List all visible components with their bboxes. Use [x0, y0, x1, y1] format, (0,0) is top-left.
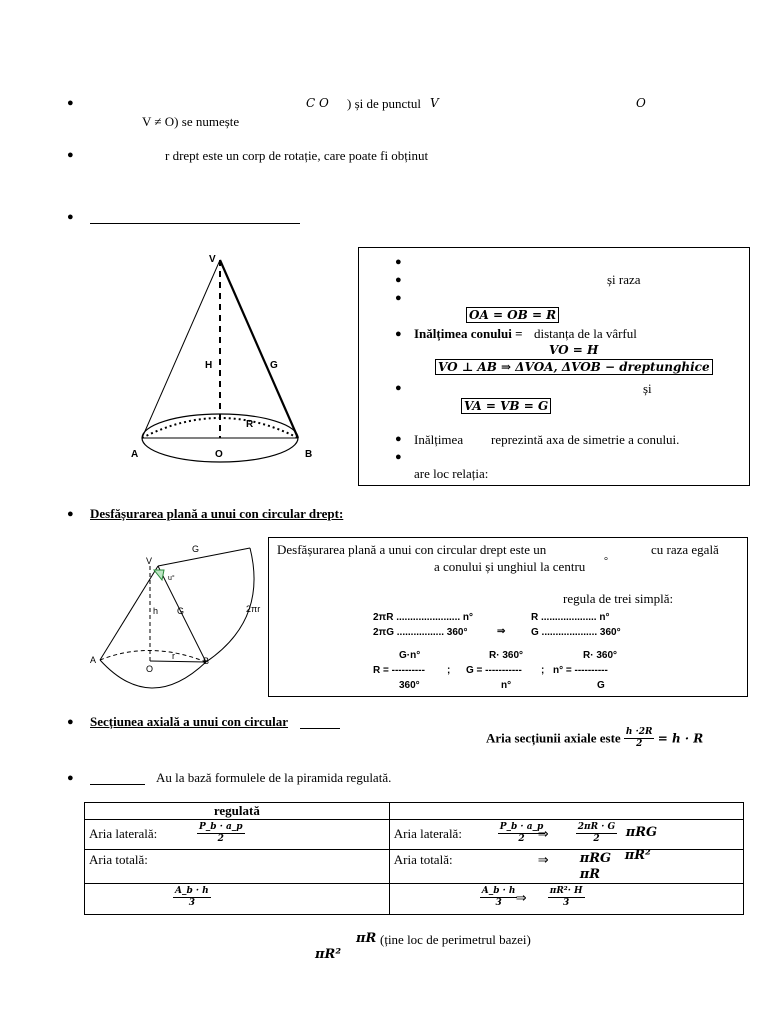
height-label: Inălțimea conului = [414, 326, 523, 341]
label-u: u° [168, 575, 175, 582]
axial-frac [624, 727, 655, 750]
bullet: ● [395, 328, 402, 340]
formula-r-den: 360° [399, 680, 420, 691]
frac-den: 3 [188, 898, 195, 908]
total-label: Aria totală: [393, 852, 453, 867]
bullet: ● [395, 433, 402, 445]
rule-row1a: 2πR ....................... n° [373, 612, 474, 623]
relation-text: are loc relația: [414, 466, 489, 481]
label-a: A [90, 655, 97, 665]
axial-blank [300, 728, 340, 729]
label-v: V [209, 254, 216, 265]
si-raza: și raza [607, 272, 641, 287]
cone-total-b: πR² [624, 848, 651, 863]
implies: ⇒ [537, 852, 549, 867]
formula-r-num: G·n° [399, 650, 421, 661]
bullet: ● [67, 211, 74, 223]
underline-blank [90, 223, 300, 224]
bullet: ● [67, 508, 74, 520]
formula-n-num: R· 360° [583, 650, 618, 661]
formulas-intro: Au la bază formulele de la piramida regulată. [156, 770, 392, 785]
cone-volume [389, 884, 743, 915]
label-o: O [146, 664, 154, 674]
bullet: ● [395, 451, 402, 463]
formulas-table [84, 802, 744, 915]
label-h: h [153, 606, 159, 616]
dev-text1: Desfășurarea plană a unui con circular drept este un [277, 542, 547, 557]
frac-den: 2 [593, 834, 600, 844]
bullet: ● [395, 292, 402, 304]
axial-frac-num: h ·2R [625, 727, 653, 737]
axial-area-rhs: = h · R [657, 731, 704, 746]
eq-radius: OA = OB = R [466, 307, 559, 323]
axial-frac-den: 2 [636, 739, 643, 749]
height-text: distanța de la vârful [534, 326, 637, 341]
cone-total-c: πR [579, 867, 601, 882]
pyramid-total [85, 850, 390, 884]
formula-g-lhs: G = ----------- [466, 665, 522, 676]
pyramid-lateral [85, 820, 390, 850]
label-a: A [131, 449, 139, 460]
label-o: O [215, 449, 223, 460]
sep: ; [541, 665, 545, 676]
dev-rule: regula de trei simplă: [563, 591, 674, 606]
frac-num: P_b · a_p [499, 822, 544, 832]
pyramid-lat-frac [197, 822, 245, 845]
frac-num: 2πR · G [577, 822, 616, 832]
cone-total-a: πRG [579, 851, 612, 866]
axial-area [486, 727, 703, 750]
bullet: ● [67, 149, 74, 161]
frac-num: πR²· H [549, 886, 583, 896]
eq-height: VO = H [549, 343, 599, 357]
implies: ⇒ [515, 890, 527, 905]
cone-elements-box [358, 247, 750, 486]
col1-header [85, 803, 390, 820]
col1-header-text: regulată [213, 803, 260, 818]
formula-n-den: G [597, 680, 605, 691]
dev-text2b: ° [604, 556, 608, 567]
si-text: și [643, 381, 652, 396]
rule-row2a: 2πG ................. 360° [373, 627, 468, 638]
axis-text2: reprezintă axa de simetrie a conului. [491, 432, 680, 447]
development-heading: Desfășurarea plană a unui con circular drept: [90, 506, 344, 521]
label-r: R [246, 419, 254, 430]
frac-num: A_b · h [481, 886, 516, 896]
intro-c-o: C O [306, 96, 329, 110]
formula-g-num: R· 360° [489, 650, 524, 661]
axis-text1: Inălțimea [414, 432, 464, 447]
label-g: G [270, 360, 278, 371]
label-g-top: G [192, 544, 200, 554]
label-r: r [172, 651, 175, 661]
formula-g-den: n° [501, 680, 512, 691]
label-b: B [305, 449, 313, 460]
eq-perpendicular: VO ⊥ AB ⇒ ΔVOA, ΔVOB − dreptunghice [435, 359, 713, 375]
frac-num: P_b · a_p [199, 822, 243, 832]
intro-v: V [430, 96, 439, 110]
formulas-blank [90, 784, 145, 785]
cone-vol-frac1 [480, 886, 518, 909]
intro-o: O [636, 96, 646, 110]
implies: ⇒ [537, 826, 549, 841]
eq-generator: VA = VB = G [461, 398, 551, 414]
frac-den: 2 [518, 834, 525, 844]
lateral-label: Aria laterală: [393, 826, 462, 841]
label-h: H [205, 360, 213, 371]
intro-mid-text: ) și de punctul [347, 96, 422, 111]
dev-text1b: cu raza egală [651, 542, 719, 557]
frac-num: A_b · h [175, 886, 209, 896]
cone-figure [125, 248, 325, 463]
dev-text2: a conului și unghiul la centru [434, 559, 586, 574]
frac-den: 2 [217, 834, 224, 844]
pyramid-vol-frac [173, 886, 211, 909]
pyramid-volume [85, 884, 390, 915]
footer-pir2: πR² [315, 947, 342, 962]
bullet: ● [395, 382, 402, 394]
formula-r-lhs: R = ---------- [373, 665, 425, 676]
cone-vol-frac2 [548, 886, 585, 909]
label-arc: 2πr [246, 604, 261, 614]
axial-heading: Secțiunea axială a unui con circular [90, 714, 289, 729]
frac-den: 3 [495, 898, 502, 908]
bullet: ● [67, 716, 74, 728]
sep: ; [447, 665, 451, 676]
axial-area-label: Aria secțiunii axiale este [486, 730, 621, 746]
intro-line2: V ≠ O) se numește [142, 114, 240, 129]
cone-lat-frac2 [576, 822, 617, 845]
total-label: Aria totală: [89, 852, 148, 867]
development-box [268, 537, 748, 697]
lateral-label: Aria laterală: [89, 826, 158, 841]
footer-text: (ține loc de perimetrul bazei) [380, 932, 531, 947]
label-g: G [177, 606, 185, 616]
cone-total [389, 850, 743, 884]
label-b: B [203, 656, 210, 666]
frac-den: 3 [562, 898, 570, 908]
rule-arrow: ⇒ [497, 626, 506, 637]
col2-header [389, 803, 743, 820]
development-figure [88, 540, 268, 690]
bullet: ● [395, 274, 402, 286]
intro-line3: r drept este un corp de rotație, care poate fi obținut [165, 148, 429, 163]
label-v: V [146, 556, 153, 566]
formula-n-lhs: n° = ---------- [553, 665, 608, 676]
bullet: ● [67, 97, 74, 109]
footer-pir: πR [356, 931, 377, 946]
rule-row1b: R .................... n° [531, 612, 610, 623]
cone-lat-result: πRG [625, 825, 658, 840]
bullet: ● [395, 256, 402, 268]
cone-lateral [389, 820, 743, 850]
bullet: ● [67, 772, 74, 784]
rule-row2b: G .................... 360° [531, 627, 621, 638]
